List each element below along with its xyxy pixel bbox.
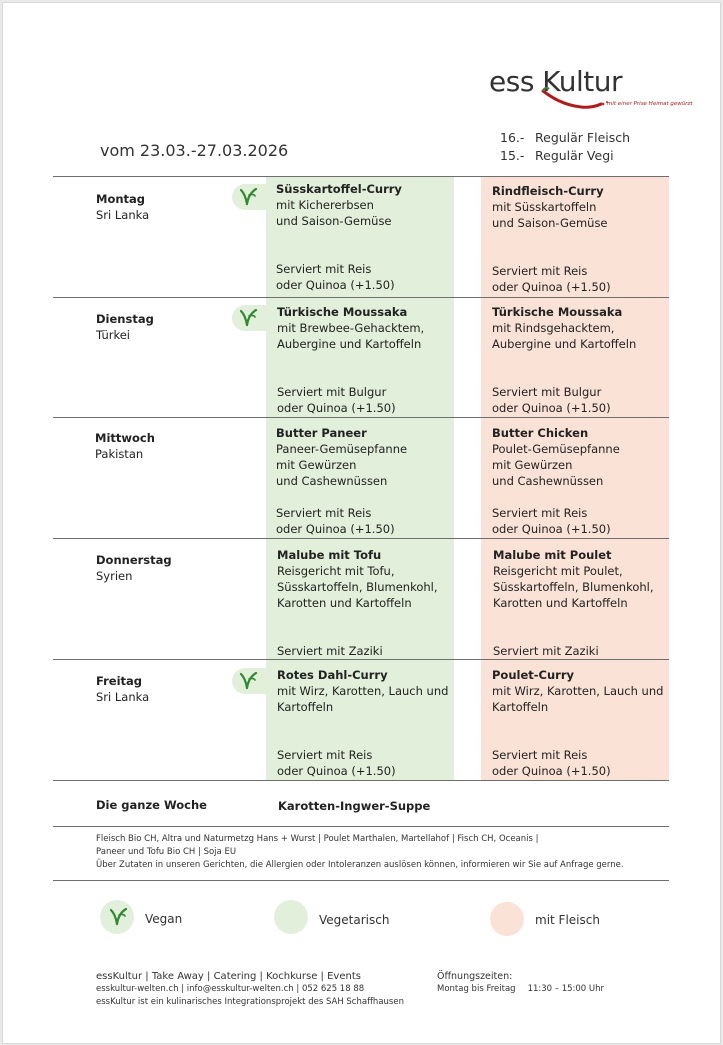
price-row	[500, 147, 630, 165]
dish-line: Süsskartoffeln, Blumenkohl,	[277, 580, 438, 594]
served-line: oder Quinoa (+1.50)	[492, 401, 611, 415]
dish-line: Paneer-Gemüsepfanne	[276, 442, 408, 456]
day-tuesday	[96, 311, 154, 343]
day-monday	[96, 191, 149, 223]
served-line: oder Quinoa (+1.50)	[276, 522, 395, 536]
served-line: Serviert mit Reis	[492, 506, 588, 520]
hours-label: Öffnungszeiten:	[437, 971, 513, 982]
dish-line: Karotten und Kartoffeln	[277, 596, 412, 610]
meat-served-wednesday	[492, 505, 677, 537]
veg-dish-friday	[277, 667, 467, 715]
hours-time: 11:30 – 15:00 Uhr	[527, 984, 605, 994]
vegan-leaf-icon	[238, 309, 258, 327]
meat-served-thursday	[493, 643, 678, 659]
logo-tagline: mit einer Prise Heimat gewürzt	[607, 101, 693, 107]
vegan-leaf-icon	[108, 908, 128, 926]
footer-contact	[96, 970, 404, 1009]
dish-title: Poulet-Curry	[492, 668, 574, 682]
veg-dish-tuesday	[277, 304, 467, 352]
served-line: oder Quinoa (+1.50)	[492, 280, 611, 294]
legend-vegan-swatch	[100, 900, 134, 934]
vegan-badge	[232, 668, 268, 694]
day-origin: Pakistan	[95, 447, 144, 461]
served-line: oder Quinoa (+1.50)	[492, 764, 611, 778]
dish-title: Malube mit Poulet	[493, 548, 612, 562]
note-line: Paneer und Tofu Bio CH | Soja EU	[96, 847, 237, 857]
dish-title: Süsskartoffel-Curry	[276, 182, 402, 196]
meat-dish-thursday	[493, 547, 683, 611]
esskultur-logo	[489, 65, 709, 113]
legend-vegetarian-swatch	[274, 900, 308, 934]
served-line: oder Quinoa (+1.50)	[277, 764, 396, 778]
day-origin: Sri Lanka	[96, 690, 150, 704]
dish-line: Kartoffeln	[492, 700, 549, 714]
chili-icon	[541, 87, 611, 111]
day-name: Freitag	[96, 674, 143, 688]
divider	[53, 417, 669, 418]
veg-served-wednesday	[276, 505, 461, 537]
price-label: Regulär Fleisch	[535, 130, 631, 145]
dish-line: und Saison-Gemüse	[492, 216, 608, 230]
served-line: Serviert mit Reis	[492, 264, 588, 278]
legend-vegetarian-label: Vegetarisch	[319, 913, 390, 927]
divider	[53, 538, 669, 539]
day-friday	[96, 673, 149, 705]
dish-title: Butter Paneer	[276, 426, 367, 440]
dish-line: Aubergine und Kartoffeln	[492, 337, 637, 351]
dish-line: mit Gewürzen	[492, 458, 573, 472]
dish-line: Kartoffeln	[277, 700, 334, 714]
veg-served-thursday	[277, 643, 462, 659]
veg-served-tuesday	[277, 384, 462, 416]
meat-served-friday	[492, 747, 677, 779]
sourcing-notes	[96, 833, 624, 872]
day-origin: Türkei	[96, 328, 130, 342]
vegan-leaf-icon	[238, 672, 258, 690]
footer-hours	[437, 970, 604, 996]
week-label: Die ganze Woche	[96, 798, 207, 812]
dish-line: Süsskartoffeln, Blumenkohl,	[493, 580, 654, 594]
hours-row	[437, 983, 604, 996]
veg-dish-wednesday	[276, 425, 466, 489]
dish-line: und Cashewnüssen	[492, 474, 604, 488]
week-soup: Karotten-Ingwer-Suppe	[278, 799, 431, 813]
divider	[53, 880, 669, 881]
day-name: Donnerstag	[96, 553, 172, 567]
dish-title: Malube mit Tofu	[277, 548, 382, 562]
veg-dish-thursday	[277, 547, 467, 611]
meat-dish-monday	[492, 183, 682, 231]
day-name: Montag	[96, 192, 146, 206]
dish-line: mit Rindsgehacktem,	[492, 321, 615, 335]
served-line: Serviert mit Reis	[276, 506, 372, 520]
date-range: vom 23.03.-27.03.2026	[100, 141, 289, 160]
served-line: Serviert mit Zaziki	[277, 644, 383, 658]
meat-served-monday	[492, 263, 677, 295]
meat-dish-friday	[492, 667, 682, 715]
dish-line: Reisgericht mit Tofu,	[277, 564, 395, 578]
dish-title: Rindfleisch-Curry	[492, 184, 604, 198]
dish-line: mit Wirz, Karotten, Lauch und	[277, 684, 449, 698]
divider	[53, 659, 669, 660]
dish-line: mit Kichererbsen	[276, 198, 374, 212]
served-line: oder Quinoa (+1.50)	[276, 278, 395, 292]
dish-title: Türkische Moussaka	[492, 305, 623, 319]
dish-line: und Saison-Gemüse	[276, 214, 392, 228]
dish-title: Türkische Moussaka	[277, 305, 408, 319]
note-line: Fleisch Bio CH, Altra und Naturmetzg Hans + Wurst | Poulet Marthalen, Martellahof | Fisch CH, Oceanis |	[96, 834, 539, 844]
divider	[53, 297, 669, 298]
price-amount: 16.-	[500, 130, 525, 145]
dish-line: Reisgericht mit Poulet,	[493, 564, 623, 578]
served-line: Serviert mit Bulgur	[492, 385, 602, 399]
vegan-badge	[232, 305, 268, 331]
legend-meat-swatch	[490, 902, 524, 936]
served-line: Serviert mit Reis	[492, 748, 588, 762]
meat-served-tuesday	[492, 384, 677, 416]
dish-line: mit Wirz, Karotten, Lauch und	[492, 684, 664, 698]
veg-dish-monday	[276, 181, 466, 229]
divider	[53, 780, 669, 781]
day-name: Dienstag	[96, 312, 154, 326]
note-line: Über Zutaten in unseren Gerichten, die Allergien oder Intoleranzen auslösen können, informieren wir Sie auf Anfrage gerne.	[96, 860, 624, 870]
footer-services: essKultur | Take Away | Catering | Kochkurse | Events	[96, 971, 361, 982]
legend-meat-label: mit Fleisch	[535, 913, 600, 927]
dish-line: Karotten und Kartoffeln	[493, 596, 628, 610]
day-name: Mittwoch	[95, 431, 155, 445]
vegan-badge	[232, 184, 268, 210]
divider	[53, 826, 669, 827]
served-line: Serviert mit Reis	[276, 262, 372, 276]
menu-page	[2, 2, 721, 1044]
price-amount: 15.-	[500, 148, 525, 163]
day-thursday	[96, 552, 172, 584]
dish-line: Poulet-Gemüsepfanne	[492, 442, 620, 456]
legend-vegan-label: Vegan	[145, 912, 183, 926]
served-line: Serviert mit Bulgur	[277, 385, 387, 399]
divider	[53, 176, 669, 177]
price-list	[500, 129, 630, 165]
served-line: Serviert mit Zaziki	[493, 644, 599, 658]
hours-days: Montag bis Freitag	[437, 984, 516, 994]
dish-title: Rotes Dahl-Curry	[277, 668, 388, 682]
price-label: Regulär Vegi	[535, 148, 614, 163]
footer-contact-line: esskultur-welten.ch | info@esskultur-welten.ch | 052 625 18 88	[96, 984, 365, 994]
served-line: Serviert mit Reis	[277, 748, 373, 762]
meat-dish-tuesday	[492, 304, 682, 352]
footer-project-line: essKultur ist ein kulinarisches Integrationsprojekt des SAH Schaffhausen	[96, 997, 404, 1007]
day-origin: Sri Lanka	[96, 208, 150, 222]
vegan-leaf-icon	[238, 188, 258, 206]
served-line: oder Quinoa (+1.50)	[492, 522, 611, 536]
veg-served-friday	[277, 747, 462, 779]
dish-line: mit Süsskartoffeln	[492, 200, 597, 214]
day-origin: Syrien	[96, 569, 133, 583]
meat-dish-wednesday	[492, 425, 682, 489]
served-line: oder Quinoa (+1.50)	[277, 401, 396, 415]
price-row	[500, 129, 630, 147]
dish-line: mit Gewürzen	[276, 458, 357, 472]
dish-line: mit Brewbee-Gehacktem,	[277, 321, 425, 335]
logo-text: ess Kultur	[489, 65, 623, 98]
dish-title: Butter Chicken	[492, 426, 589, 440]
day-wednesday	[95, 430, 155, 462]
veg-served-monday	[276, 261, 461, 293]
dish-line: und Cashewnüssen	[276, 474, 388, 488]
dish-line: Aubergine und Kartoffeln	[277, 337, 422, 351]
